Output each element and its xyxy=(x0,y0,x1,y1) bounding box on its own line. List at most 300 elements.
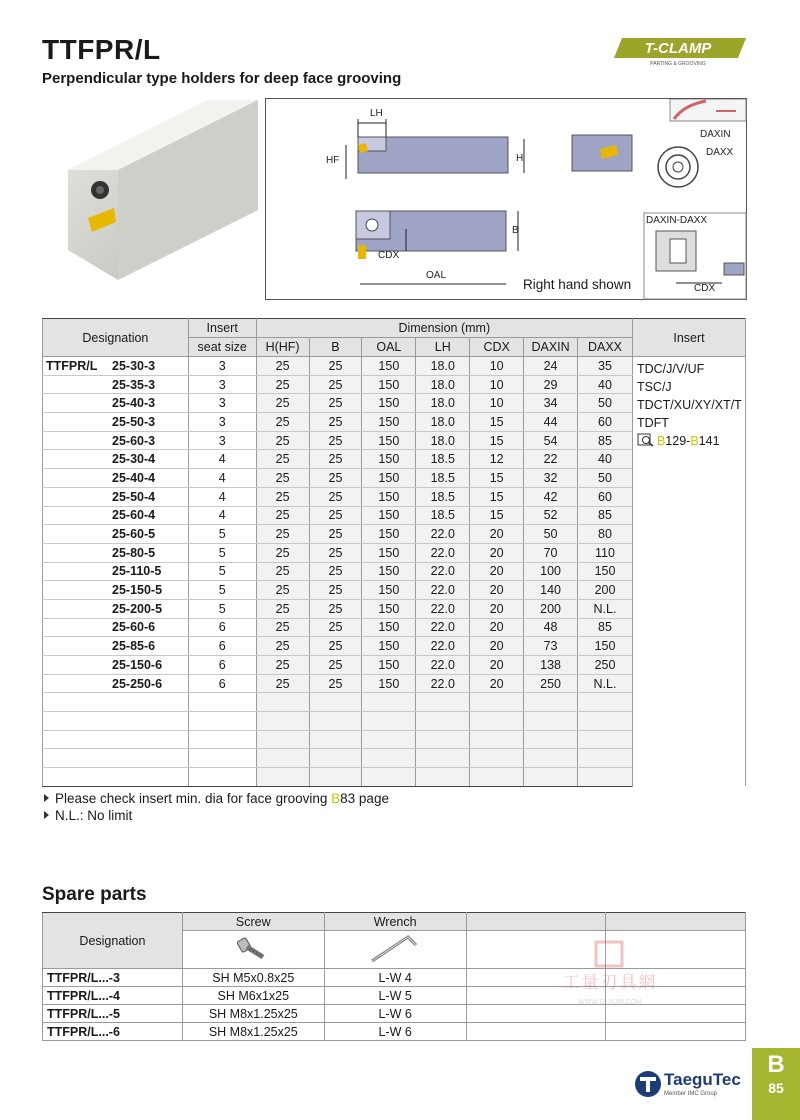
right-hand-caption: Right hand shown xyxy=(523,277,632,292)
seat-size-cell: 4 xyxy=(188,506,256,525)
dim-cell-oal: 150 xyxy=(362,543,416,562)
dim-cell-lh xyxy=(416,749,470,768)
dim-cell-lh: 18.5 xyxy=(416,506,470,525)
dim-cell-cdx: 20 xyxy=(470,581,524,600)
designation-cell xyxy=(43,543,189,562)
dim-cell-h: 25 xyxy=(256,656,309,675)
seat-size-cell xyxy=(188,730,256,749)
dim-cell-daxin: 250 xyxy=(524,674,578,693)
table-row xyxy=(43,357,746,376)
screw-icon-cell xyxy=(182,931,324,969)
designation-code: 25-150-6 xyxy=(112,657,163,672)
dim-cell-lh: 22.0 xyxy=(416,543,470,562)
spare-designation-cell: TTFPR/L...-6 xyxy=(43,1023,183,1041)
taegutec-emblem-icon xyxy=(634,1070,662,1098)
dim-cell-b xyxy=(309,730,362,749)
dim-cell-daxin: 140 xyxy=(524,581,578,600)
dim-cell-daxin: 24 xyxy=(524,357,578,376)
dim-cell-daxin: 44 xyxy=(524,413,578,432)
dim-cell-cdx: 20 xyxy=(470,674,524,693)
insert-type-line: TDFT xyxy=(636,416,669,430)
designation-cell xyxy=(43,693,189,712)
designation-code: 25-35-3 xyxy=(112,377,156,392)
dim-cell-lh: 18.5 xyxy=(416,450,470,469)
designation-code: 25-150-5 xyxy=(112,583,163,598)
svg-text:CDX: CDX xyxy=(694,283,716,294)
dim-cell-b: 25 xyxy=(309,637,362,656)
dim-cell-daxin: 70 xyxy=(524,543,578,562)
dim-cell-oal xyxy=(362,730,416,749)
dim-cell-oal: 150 xyxy=(362,506,416,525)
insert-seat-header-line2: seat size xyxy=(188,338,256,357)
dim-cell-lh: 18.5 xyxy=(416,487,470,506)
svg-text:HF: HF xyxy=(326,155,340,166)
dim-cell-b: 25 xyxy=(309,450,362,469)
dim-cell-cdx: 20 xyxy=(470,637,524,656)
svg-text:B: B xyxy=(512,225,519,236)
designation-cell xyxy=(43,749,189,768)
spare-designation-cell: TTFPR/L...-3 xyxy=(43,969,183,987)
designation-cell xyxy=(43,618,189,637)
dim-cell-h xyxy=(256,768,309,787)
seat-size-cell xyxy=(188,712,256,731)
dim-cell-h: 25 xyxy=(256,525,309,544)
dim-cell-oal: 150 xyxy=(362,599,416,618)
designation-code: 25-60-3 xyxy=(112,433,156,448)
dim-cell-b: 25 xyxy=(309,487,362,506)
dim-cell-lh: 22.0 xyxy=(416,525,470,544)
dim-cell-oal: 150 xyxy=(362,525,416,544)
dim-cell-daxx: 110 xyxy=(578,543,633,562)
designation-code: 25-50-3 xyxy=(112,414,156,429)
svg-text:DAXX: DAXX xyxy=(706,147,734,158)
dim-cell-lh: 18.5 xyxy=(416,469,470,488)
designation-code: 25-30-3 xyxy=(112,358,156,373)
dim-cell-b xyxy=(309,712,362,731)
seat-size-cell: 5 xyxy=(188,562,256,581)
dim-cell-cdx: 15 xyxy=(470,431,524,450)
notes xyxy=(44,790,389,824)
dim-cell-oal: 150 xyxy=(362,637,416,656)
designation-cell xyxy=(43,413,189,432)
dim-cell-lh xyxy=(416,693,470,712)
spare-empty-cell xyxy=(606,1023,746,1041)
technical-diagram xyxy=(265,98,747,300)
designation-cell xyxy=(43,431,189,450)
dimension-group-header: Dimension (mm) xyxy=(256,319,632,338)
book-icon xyxy=(637,433,655,447)
dim-cell-h: 25 xyxy=(256,431,309,450)
dim-cell-oal xyxy=(362,712,416,731)
dim-cell-cdx: 15 xyxy=(470,413,524,432)
dim-cell-oal: 150 xyxy=(362,357,416,376)
dim-header-h: H(HF) xyxy=(256,338,309,357)
seat-size-cell: 4 xyxy=(188,487,256,506)
dim-cell-daxx xyxy=(578,730,633,749)
dim-cell-oal: 150 xyxy=(362,469,416,488)
dim-cell-lh: 22.0 xyxy=(416,674,470,693)
dim-cell-h xyxy=(256,749,309,768)
designation-cell xyxy=(43,394,189,413)
dim-cell-oal: 150 xyxy=(362,656,416,675)
dim-cell-h xyxy=(256,712,309,731)
svg-text:PARTING & GROOVING: PARTING & GROOVING xyxy=(650,61,706,66)
screw-header: Screw xyxy=(182,913,324,931)
dim-cell-daxin: 54 xyxy=(524,431,578,450)
screw-cell: SH M6x1x25 xyxy=(182,987,324,1005)
svg-text:WWW.GLRJW.COM: WWW.GLRJW.COM xyxy=(578,999,642,1006)
dim-cell-lh: 22.0 xyxy=(416,618,470,637)
dim-cell-b xyxy=(309,768,362,787)
designation-cell xyxy=(43,487,189,506)
dim-cell-h: 25 xyxy=(256,357,309,376)
designation-cell xyxy=(43,450,189,469)
dim-cell-daxx: N.L. xyxy=(578,674,633,693)
designation-code: 25-60-6 xyxy=(112,620,156,635)
svg-text:OAL: OAL xyxy=(426,270,447,281)
dim-cell-lh: 18.0 xyxy=(416,431,470,450)
svg-text:DAXIN-DAXX: DAXIN-DAXX xyxy=(646,215,708,226)
insert-seat-header-line1: Insert xyxy=(188,319,256,338)
screw-cell: SH M8x1.25x25 xyxy=(182,1023,324,1041)
dim-cell-b: 25 xyxy=(309,562,362,581)
dim-cell-cdx: 20 xyxy=(470,656,524,675)
spare-empty-header xyxy=(466,913,606,931)
dim-cell-lh xyxy=(416,730,470,749)
dim-cell-h: 25 xyxy=(256,469,309,488)
dim-cell-cdx xyxy=(470,712,524,731)
dim-header-daxx: DAXX xyxy=(578,338,633,357)
designation-code: 25-80-5 xyxy=(112,545,156,560)
dim-cell-cdx: 15 xyxy=(470,506,524,525)
taegutec-brand: TaeguTec xyxy=(664,1070,741,1089)
bullet-triangle-icon xyxy=(44,811,49,819)
dim-cell-daxin xyxy=(524,712,578,731)
spare-empty-cell xyxy=(466,1023,606,1041)
dim-cell-b: 25 xyxy=(309,674,362,693)
designation-code: 25-40-3 xyxy=(112,396,156,411)
dim-cell-oal: 150 xyxy=(362,413,416,432)
dim-cell-b: 25 xyxy=(309,506,362,525)
designation-cell xyxy=(43,712,189,731)
seat-size-cell: 4 xyxy=(188,469,256,488)
seat-size-cell: 3 xyxy=(188,394,256,413)
insert-type-line: TDC/J/V/UF xyxy=(636,362,705,376)
designation-cell xyxy=(43,562,189,581)
dim-cell-cdx: 10 xyxy=(470,375,524,394)
dim-header-lh: LH xyxy=(416,338,470,357)
dim-cell-h: 25 xyxy=(256,543,309,562)
dim-cell-h: 25 xyxy=(256,506,309,525)
svg-text:H: H xyxy=(516,153,524,164)
designation-code: 25-50-4 xyxy=(112,489,156,504)
dim-cell-h: 25 xyxy=(256,413,309,432)
dim-cell-cdx: 20 xyxy=(470,543,524,562)
dim-cell-oal xyxy=(362,768,416,787)
designation-cell xyxy=(43,525,189,544)
watermark-logo xyxy=(540,940,680,1010)
dim-cell-daxx: N.L. xyxy=(578,599,633,618)
dim-header-b: B xyxy=(309,338,362,357)
dim-cell-b: 25 xyxy=(309,525,362,544)
dim-cell-b: 25 xyxy=(309,431,362,450)
dim-cell-h: 25 xyxy=(256,487,309,506)
insert-info-cell xyxy=(632,357,745,787)
svg-text:DAXIN: DAXIN xyxy=(700,129,731,140)
dim-header-cdx: CDX xyxy=(470,338,524,357)
designation-cell xyxy=(43,357,189,376)
designation-cell xyxy=(43,637,189,656)
dim-cell-oal: 150 xyxy=(362,375,416,394)
dim-cell-h: 25 xyxy=(256,450,309,469)
dim-cell-h: 25 xyxy=(256,375,309,394)
dim-cell-daxin xyxy=(524,730,578,749)
designation-prefix: TTFPR/L xyxy=(46,358,98,373)
dim-cell-daxx: 60 xyxy=(578,413,633,432)
section-page-tab xyxy=(752,1048,800,1120)
dim-cell-daxx xyxy=(578,768,633,787)
dim-cell-daxx: 85 xyxy=(578,618,633,637)
dim-cell-cdx xyxy=(470,730,524,749)
dim-cell-cdx: 20 xyxy=(470,618,524,637)
designation-cell xyxy=(43,674,189,693)
dim-cell-daxin: 22 xyxy=(524,450,578,469)
dim-cell-b: 25 xyxy=(309,656,362,675)
dim-cell-daxx xyxy=(578,749,633,768)
section-letter: B xyxy=(767,1051,785,1078)
dim-cell-daxx: 250 xyxy=(578,656,633,675)
dim-cell-h xyxy=(256,730,309,749)
dim-cell-cdx xyxy=(470,693,524,712)
svg-text:T-CLAMP: T-CLAMP xyxy=(644,40,712,57)
dim-cell-daxx: 35 xyxy=(578,357,633,376)
taegutec-logo xyxy=(634,1066,750,1106)
spare-parts-title: Spare parts xyxy=(42,884,147,905)
dim-cell-b xyxy=(309,749,362,768)
designation-cell xyxy=(43,656,189,675)
dim-cell-daxin: 50 xyxy=(524,525,578,544)
dim-cell-oal: 150 xyxy=(362,618,416,637)
insert-header: Insert xyxy=(632,319,745,357)
dim-cell-lh: 18.0 xyxy=(416,413,470,432)
seat-size-cell: 5 xyxy=(188,581,256,600)
page-title: TTFPR/L xyxy=(42,34,161,65)
dim-cell-daxx: 85 xyxy=(578,431,633,450)
designation-code: 25-200-5 xyxy=(112,601,163,616)
wrench-cell: L-W 5 xyxy=(324,987,466,1005)
svg-text:LH: LH xyxy=(370,108,383,119)
holder-photo xyxy=(58,100,258,280)
dim-cell-oal xyxy=(362,749,416,768)
svg-text:工量刃具網: 工量刃具網 xyxy=(562,973,658,993)
dim-cell-daxx: 50 xyxy=(578,394,633,413)
dim-cell-daxin xyxy=(524,693,578,712)
seat-size-cell: 4 xyxy=(188,450,256,469)
dim-cell-lh: 22.0 xyxy=(416,637,470,656)
dim-cell-lh xyxy=(416,712,470,731)
tclamp-logo xyxy=(612,36,746,66)
dim-cell-oal: 150 xyxy=(362,487,416,506)
dim-cell-lh xyxy=(416,768,470,787)
dim-header-oal: OAL xyxy=(362,338,416,357)
dim-cell-daxx: 85 xyxy=(578,506,633,525)
seat-size-cell: 6 xyxy=(188,637,256,656)
dim-cell-oal: 150 xyxy=(362,562,416,581)
seat-size-cell: 3 xyxy=(188,375,256,394)
dim-cell-daxin: 32 xyxy=(524,469,578,488)
dim-cell-b: 25 xyxy=(309,375,362,394)
dim-cell-daxin xyxy=(524,768,578,787)
wrench-header: Wrench xyxy=(324,913,466,931)
taegutec-sub: Member IMC Group xyxy=(664,1091,718,1097)
seat-size-cell xyxy=(188,693,256,712)
dim-cell-daxin: 138 xyxy=(524,656,578,675)
dim-cell-b: 25 xyxy=(309,618,362,637)
seat-size-cell: 3 xyxy=(188,357,256,376)
spare-designation-cell: TTFPR/L...-4 xyxy=(43,987,183,1005)
screw-icon xyxy=(233,933,273,963)
dim-cell-daxin: 52 xyxy=(524,506,578,525)
dim-cell-b: 25 xyxy=(309,413,362,432)
dim-cell-cdx: 15 xyxy=(470,487,524,506)
dim-cell-oal: 150 xyxy=(362,450,416,469)
dim-cell-daxx: 80 xyxy=(578,525,633,544)
designation-cell xyxy=(43,599,189,618)
dim-cell-cdx: 20 xyxy=(470,525,524,544)
dim-cell-daxin: 42 xyxy=(524,487,578,506)
dim-cell-daxin: 48 xyxy=(524,618,578,637)
designation-code: 25-60-4 xyxy=(112,508,156,523)
dim-cell-daxx: 60 xyxy=(578,487,633,506)
designation-cell xyxy=(43,506,189,525)
dim-cell-h: 25 xyxy=(256,618,309,637)
designation-header: Designation xyxy=(43,319,189,357)
dim-cell-h: 25 xyxy=(256,599,309,618)
dim-cell-b: 25 xyxy=(309,394,362,413)
dim-cell-lh: 22.0 xyxy=(416,599,470,618)
designation-cell xyxy=(43,581,189,600)
dim-cell-lh: 18.0 xyxy=(416,394,470,413)
dim-cell-lh: 22.0 xyxy=(416,581,470,600)
seat-size-cell: 5 xyxy=(188,599,256,618)
dim-cell-daxx: 50 xyxy=(578,469,633,488)
designation-code: 25-250-6 xyxy=(112,676,163,691)
seat-size-cell: 5 xyxy=(188,525,256,544)
seat-size-cell: 3 xyxy=(188,413,256,432)
insert-type-line: TDCT/XU/XY/XT/T xyxy=(636,398,742,412)
insert-type-line: TSC/J xyxy=(636,380,672,394)
dim-cell-daxin: 34 xyxy=(524,394,578,413)
dim-cell-daxx: 150 xyxy=(578,562,633,581)
dim-cell-b: 25 xyxy=(309,581,362,600)
dim-cell-lh: 22.0 xyxy=(416,656,470,675)
screw-cell: SH M5x0.8x25 xyxy=(182,969,324,987)
dimension-table xyxy=(42,318,746,787)
spare-empty-header xyxy=(606,913,746,931)
dim-cell-b: 25 xyxy=(309,599,362,618)
dim-cell-oal xyxy=(362,693,416,712)
note-min-dia: Please check insert min. dia for face grooving B83 page xyxy=(44,790,389,807)
screw-cell: SH M8x1.25x25 xyxy=(182,1005,324,1023)
seat-size-cell: 6 xyxy=(188,618,256,637)
page-number: 85 xyxy=(768,1080,784,1096)
dim-cell-daxx xyxy=(578,693,633,712)
seat-size-cell: 3 xyxy=(188,431,256,450)
dim-cell-lh: 18.0 xyxy=(416,375,470,394)
dim-cell-cdx xyxy=(470,768,524,787)
dim-cell-h: 25 xyxy=(256,637,309,656)
dim-cell-cdx: 10 xyxy=(470,357,524,376)
dim-cell-b: 25 xyxy=(309,357,362,376)
dim-cell-h xyxy=(256,693,309,712)
dim-cell-daxx: 150 xyxy=(578,637,633,656)
spare-designation-header: Designation xyxy=(43,913,183,969)
wrench-cell: L-W 4 xyxy=(324,969,466,987)
designation-cell xyxy=(43,768,189,787)
dim-header-daxin: DAXIN xyxy=(524,338,578,357)
dim-cell-b: 25 xyxy=(309,469,362,488)
dimension-table-body xyxy=(43,357,746,787)
dim-cell-daxin: 100 xyxy=(524,562,578,581)
dim-cell-cdx: 20 xyxy=(470,599,524,618)
dim-cell-h: 25 xyxy=(256,674,309,693)
dim-cell-oal: 150 xyxy=(362,394,416,413)
designation-code: 25-60-5 xyxy=(112,527,156,542)
dim-cell-cdx: 10 xyxy=(470,394,524,413)
seat-size-cell: 5 xyxy=(188,543,256,562)
seat-size-cell xyxy=(188,768,256,787)
dim-cell-daxx xyxy=(578,712,633,731)
seat-size-cell: 6 xyxy=(188,674,256,693)
spare-row xyxy=(43,1023,746,1041)
dim-cell-daxin xyxy=(524,749,578,768)
dim-cell-cdx: 15 xyxy=(470,469,524,488)
note-no-limit: N.L.: No limit xyxy=(44,807,389,824)
dim-cell-daxx: 40 xyxy=(578,375,633,394)
dim-cell-daxin: 200 xyxy=(524,599,578,618)
seat-size-cell: 6 xyxy=(188,656,256,675)
dim-cell-lh: 18.0 xyxy=(416,357,470,376)
seat-size-cell xyxy=(188,749,256,768)
svg-text:CDX: CDX xyxy=(378,250,400,261)
dim-cell-cdx: 12 xyxy=(470,450,524,469)
dim-cell-h: 25 xyxy=(256,581,309,600)
dim-cell-lh: 22.0 xyxy=(416,562,470,581)
dim-cell-cdx: 20 xyxy=(470,562,524,581)
dim-cell-oal: 150 xyxy=(362,581,416,600)
spare-designation-cell: TTFPR/L...-5 xyxy=(43,1005,183,1023)
designation-code: 25-30-4 xyxy=(112,452,156,467)
dim-cell-cdx xyxy=(470,749,524,768)
dim-cell-b xyxy=(309,693,362,712)
dim-cell-daxin: 29 xyxy=(524,375,578,394)
designation-code: 25-85-6 xyxy=(112,639,156,654)
designation-cell xyxy=(43,375,189,394)
bullet-triangle-icon xyxy=(44,794,49,802)
designation-code: 25-40-4 xyxy=(112,470,156,485)
insert-page-ref[interactable]: B129-B141 xyxy=(637,432,745,450)
designation-cell xyxy=(43,469,189,488)
designation-cell xyxy=(43,730,189,749)
diagram-drawing xyxy=(266,99,748,301)
page-subtitle: Perpendicular type holders for deep face grooving xyxy=(42,70,402,87)
dim-cell-daxx: 200 xyxy=(578,581,633,600)
dim-cell-h: 25 xyxy=(256,394,309,413)
wrench-cell: L-W 6 xyxy=(324,1005,466,1023)
dim-cell-daxin: 73 xyxy=(524,637,578,656)
wrench-icon-cell xyxy=(324,931,466,969)
dim-cell-oal: 150 xyxy=(362,674,416,693)
